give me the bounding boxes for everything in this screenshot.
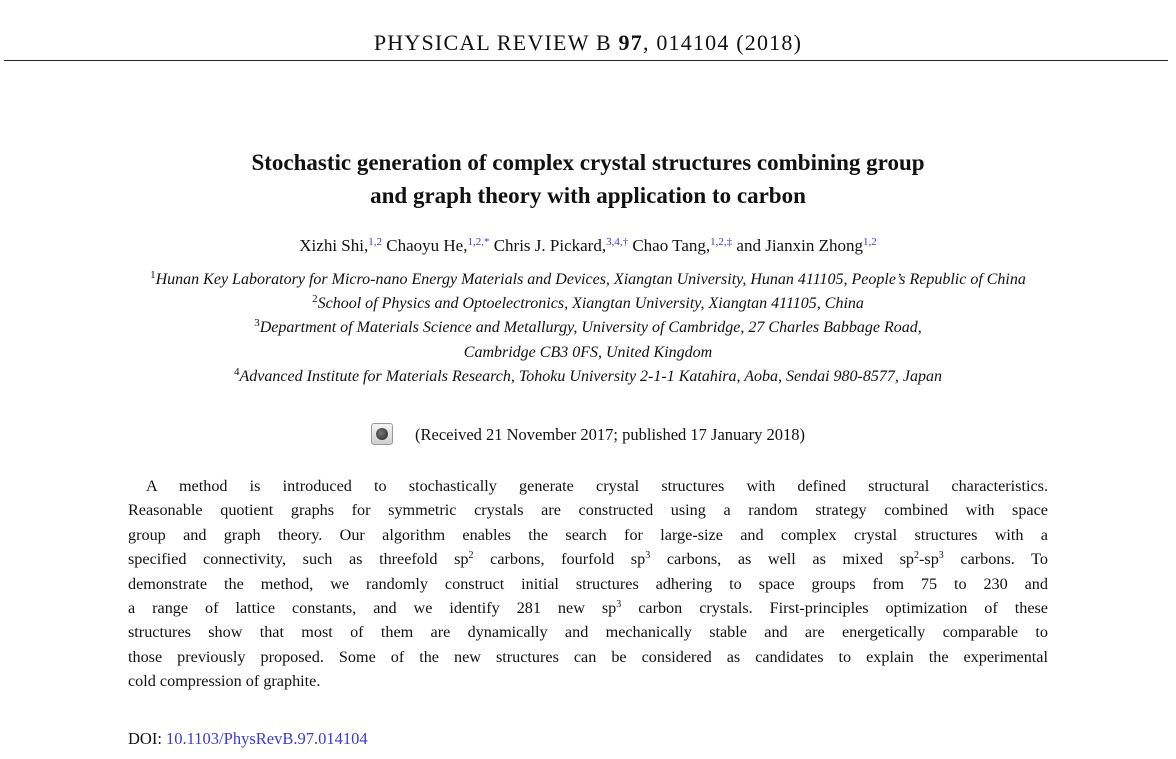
author-name: Xizhi Shi, bbox=[299, 236, 369, 255]
author-affiliation-marker[interactable]: 1,2 bbox=[368, 236, 382, 248]
author-affiliation-marker[interactable]: 3,4,† bbox=[606, 236, 629, 248]
superscript: 3 bbox=[616, 599, 622, 611]
crossmark-icon[interactable] bbox=[371, 423, 393, 445]
affiliation-2 bbox=[0, 292, 1176, 316]
doi-label: DOI: bbox=[128, 729, 162, 748]
abstract-text: specified connectivity, such as threefold sp bbox=[128, 550, 469, 569]
received-text: (Received 21 November 2017; published 17 January 2018) bbox=[415, 425, 805, 444]
abstract-line: structures show that most of them are dynamically and mechanically stable and are energetically comparable to bbox=[128, 623, 1048, 642]
author-list bbox=[0, 236, 1176, 256]
paper-title bbox=[0, 146, 1176, 212]
affiliation-4 bbox=[0, 365, 1176, 389]
abstract-text: a range of lattice constants, and we identify 281 new sp bbox=[128, 599, 617, 618]
doi bbox=[128, 729, 368, 749]
abstract-line: cold compression of graphite. bbox=[128, 672, 321, 691]
affiliation-number: 4 bbox=[234, 365, 240, 378]
affiliation-3-continued: Cambridge CB3 0FS, United Kingdom bbox=[463, 343, 713, 361]
affiliation-1 bbox=[0, 268, 1176, 292]
abstract-text: carbons, as well as mixed sp bbox=[650, 550, 914, 569]
journal-citation: , 014104 (2018) bbox=[642, 30, 803, 55]
abstract-text: -sp bbox=[919, 550, 939, 569]
affiliation-number: 3 bbox=[254, 317, 260, 330]
abstract-text: carbon crystals. First-principles optimization of these bbox=[621, 599, 1048, 618]
author-name: Chaoyu He, bbox=[386, 236, 468, 255]
author-name: Jianxin Zhong bbox=[765, 236, 863, 255]
affiliation-number: 1 bbox=[150, 269, 156, 281]
superscript: 3 bbox=[938, 550, 944, 562]
journal-volume: 97 bbox=[618, 30, 643, 55]
journal-name: PHYSICAL REVIEW B bbox=[373, 30, 612, 55]
affiliations bbox=[0, 268, 1176, 389]
abstract-line: A method is introduced to stochastically generate crystal structures with defined structural characteristics. bbox=[146, 477, 1048, 495]
affiliation-text: School of Physics and Optoelectronics, Xiangtan University, Xiangtan 411105, China bbox=[317, 295, 864, 313]
abstract-text: carbons, fourfold sp bbox=[473, 550, 646, 569]
abstract-line: Reasonable quotient graphs for symmetric crystals are constructed using a random strategy combined with space bbox=[128, 501, 1048, 520]
author-affiliation-marker[interactable]: 1,2,‡ bbox=[710, 236, 733, 248]
author-connector: and bbox=[736, 236, 761, 255]
author-affiliation-marker[interactable]: 1,2 bbox=[862, 236, 877, 248]
affiliation-text: Hunan Key Laboratory for Micro-nano Energy Materials and Devices, Xiangtan University, Hunan 411105, People’s Republic of China bbox=[155, 271, 1026, 288]
abstract-line: those previously proposed. Some of the new structures can be considered as candidates to explain the experimental bbox=[128, 647, 1048, 666]
superscript: 2 bbox=[914, 550, 919, 562]
abstract-line bbox=[128, 547, 1048, 571]
title-line-1: Stochastic generation of complex crystal structures combining group bbox=[251, 150, 925, 175]
author-name: Chao Tang, bbox=[632, 236, 711, 255]
affiliation-number: 2 bbox=[312, 293, 318, 306]
author-affiliation-marker[interactable]: 1,2,* bbox=[467, 236, 490, 248]
affiliation-text: Advanced Institute for Materials Research, Tohoku University 2-1-1 Katahira, Aoba, Sendai 980-8577, Japan bbox=[239, 367, 942, 385]
abstract-line bbox=[128, 596, 1048, 620]
superscript: 2 bbox=[468, 550, 474, 562]
title-line-2: and graph theory with application to carbon bbox=[370, 183, 806, 208]
journal-header bbox=[0, 30, 1176, 56]
doi-link[interactable]: 10.1103/PhysRevB.97.014104 bbox=[166, 729, 368, 748]
superscript: 3 bbox=[645, 550, 651, 562]
affiliation-3 bbox=[0, 316, 1176, 340]
abstract-line: group and graph theory. Our algorithm enables the search for large-size and complex crystal structures with a bbox=[128, 525, 1048, 544]
author-name: Chris J. Pickard, bbox=[493, 236, 607, 255]
abstract-text: carbons. To bbox=[943, 550, 1048, 569]
abstract-line: demonstrate the method, we randomly construct initial structures adhering to space groups from 75 to 230 and bbox=[128, 574, 1048, 593]
header-rule bbox=[4, 60, 1168, 61]
affiliation-text: Department of Materials Science and Metallurgy, University of Cambridge, 27 Charles Babbage Road, bbox=[259, 319, 922, 337]
received-dates bbox=[0, 423, 1176, 445]
abstract bbox=[128, 474, 1048, 694]
